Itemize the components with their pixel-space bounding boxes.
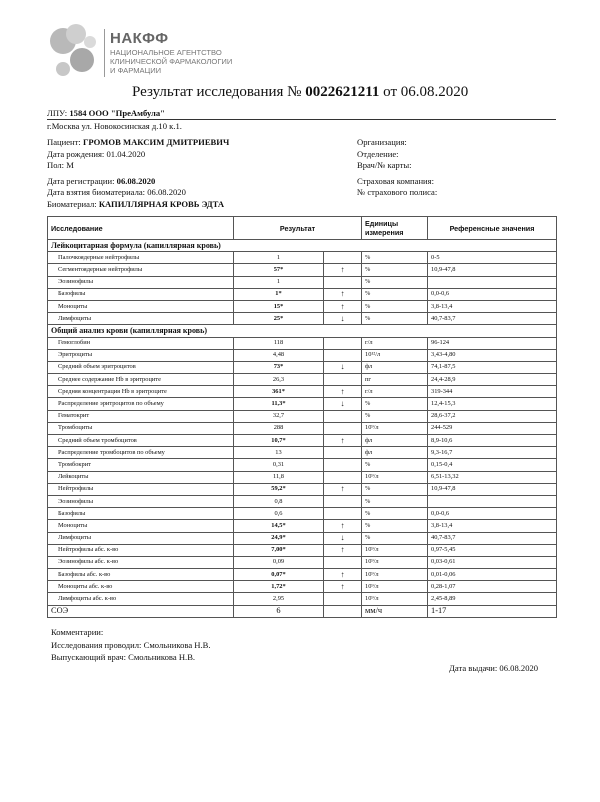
header-units: Единицы измерения xyxy=(362,217,428,240)
test-result: 0,07* xyxy=(234,569,324,581)
logo-divider xyxy=(104,29,105,77)
patient-name: ГРОМОВ МАКСИМ ДМИТРИЕВИЧ xyxy=(82,137,230,147)
dob-line xyxy=(47,149,145,159)
test-result: 4,48 xyxy=(234,349,324,361)
flag-cell xyxy=(324,337,362,349)
test-name: Моноциты xyxy=(48,300,234,312)
test-unit: фл xyxy=(362,361,428,373)
table-row xyxy=(48,471,557,483)
flag-cell xyxy=(324,593,362,605)
test-unit: % xyxy=(362,508,428,520)
test-name: Лимфоциты абс. к-во xyxy=(48,593,234,605)
test-name: Распределение тромбоцитов по объему xyxy=(48,447,234,459)
test-result: 0,6 xyxy=(234,508,324,520)
test-result: 13 xyxy=(234,447,324,459)
test-name: Эритроциты xyxy=(48,349,234,361)
test-unit: 10⁹/л xyxy=(362,422,428,434)
test-result: 32,7 xyxy=(234,410,324,422)
test-unit: % xyxy=(362,288,428,300)
sex-value: М xyxy=(66,160,74,170)
table-row xyxy=(48,435,557,447)
test-name: Средняя концентрация Hb в эритроците xyxy=(48,386,234,398)
table-row xyxy=(48,447,557,459)
lpu-address: г.Москва ул. Новокосинская д.10 к.1. xyxy=(47,121,182,131)
test-unit: 10⁹/л xyxy=(362,556,428,568)
document-title xyxy=(132,84,468,101)
arrow-down-icon: ↓ xyxy=(324,532,362,544)
logo-line-2: КЛИНИЧЕСКОЙ ФАРМАКОЛОГИИ xyxy=(110,57,233,66)
test-reference: 0,28-1,07 xyxy=(428,581,557,593)
table-row xyxy=(48,386,557,398)
test-reference: 0,0-0,6 xyxy=(428,288,557,300)
test-reference xyxy=(428,276,557,288)
test-unit: % xyxy=(362,398,428,410)
test-name: Гематокрит xyxy=(48,410,234,422)
test-unit: % xyxy=(362,459,428,471)
arrow-up-icon: ↑ xyxy=(324,520,362,532)
flag-cell xyxy=(324,556,362,568)
test-reference: 24,4-28,9 xyxy=(428,374,557,386)
test-unit: пг xyxy=(362,374,428,386)
results-body xyxy=(48,240,557,618)
table-row xyxy=(48,313,557,325)
arrow-down-icon: ↓ xyxy=(324,313,362,325)
test-unit: % xyxy=(362,300,428,312)
logo-mark-circle-5 xyxy=(84,36,96,48)
arrow-up-icon: ↑ xyxy=(324,264,362,276)
doctor-card-label: Врач/№ карты: xyxy=(357,160,412,170)
section-row xyxy=(48,325,557,337)
test-reference: 40,7-83,7 xyxy=(428,532,557,544)
test-reference: 10,9-47,8 xyxy=(428,483,557,495)
test-name: Лейкоциты xyxy=(48,471,234,483)
test-result: 0,09 xyxy=(234,556,324,568)
test-result: 1,72* xyxy=(234,581,324,593)
arrow-up-icon: ↑ xyxy=(324,544,362,556)
table-row xyxy=(48,483,557,495)
flag-cell xyxy=(324,605,362,617)
flag-cell xyxy=(324,447,362,459)
test-unit: 10¹²/л xyxy=(362,349,428,361)
test-name: Эозинофилы xyxy=(48,276,234,288)
test-reference: 2,45-8,89 xyxy=(428,593,557,605)
arrow-down-icon: ↓ xyxy=(324,398,362,410)
test-result: 24,9* xyxy=(234,532,324,544)
organization-label: Организация: xyxy=(357,137,407,147)
biomaterial-value: КАПИЛЛЯРНАЯ КРОВЬ ЭДТА xyxy=(98,199,225,209)
test-name: Гемоглобин xyxy=(48,337,234,349)
test-reference: 3,8-13,4 xyxy=(428,300,557,312)
dob-value: 01.04.2020 xyxy=(106,149,146,159)
test-reference: 1-17 xyxy=(428,605,557,617)
test-result: 1* xyxy=(234,288,324,300)
reg-date-line xyxy=(47,176,155,186)
test-name: Базофилы xyxy=(48,508,234,520)
test-name: Базофилы xyxy=(48,288,234,300)
test-result: 1 xyxy=(234,276,324,288)
test-reference: 0,0-0,6 xyxy=(428,508,557,520)
test-name: Моноциты xyxy=(48,520,234,532)
test-unit: фл xyxy=(362,447,428,459)
test-name: Нейтрофилы абс. к-во xyxy=(48,544,234,556)
flag-cell xyxy=(324,471,362,483)
test-result: 57* xyxy=(234,264,324,276)
arrow-up-icon: ↑ xyxy=(324,386,362,398)
flag-cell xyxy=(324,422,362,434)
test-unit: г/л xyxy=(362,337,428,349)
test-reference: 0,97-5,45 xyxy=(428,544,557,556)
table-row xyxy=(48,410,557,422)
insurance-label: Страховая компания: xyxy=(357,176,434,186)
test-reference: 0-5 xyxy=(428,252,557,264)
sample-date-value: 06.08.2020 xyxy=(147,187,186,197)
section-row xyxy=(48,240,557,252)
test-unit: 10⁹/л xyxy=(362,593,428,605)
test-name: Тромбокрит xyxy=(48,459,234,471)
table-row xyxy=(48,532,557,544)
reg-date-label: Дата регистрации: xyxy=(47,176,115,186)
arrow-up-icon: ↑ xyxy=(324,581,362,593)
test-reference: 8,9-10,6 xyxy=(428,435,557,447)
table-row xyxy=(48,288,557,300)
flag-cell xyxy=(324,495,362,507)
table-row xyxy=(48,337,557,349)
test-unit: % xyxy=(362,410,428,422)
table-row xyxy=(48,374,557,386)
test-result: 361* xyxy=(234,386,324,398)
test-result: 118 xyxy=(234,337,324,349)
test-unit: % xyxy=(362,520,428,532)
result-number: 0022621211 xyxy=(305,84,380,100)
test-unit: % xyxy=(362,313,428,325)
header-test: Исследование xyxy=(48,217,234,240)
table-row xyxy=(48,300,557,312)
reg-date-value: 06.08.2020 xyxy=(116,176,156,186)
test-name: СОЭ xyxy=(48,605,234,617)
sex-label: Пол: xyxy=(47,160,65,170)
test-name: Палочкоядерные нейтрофилы xyxy=(48,252,234,264)
test-reference: 0,15-0,4 xyxy=(428,459,557,471)
test-unit: % xyxy=(362,483,428,495)
table-row xyxy=(48,556,557,568)
logo-mark-circle-2 xyxy=(66,24,86,44)
test-result: 6 xyxy=(234,605,324,617)
logo-mark-circle-4 xyxy=(56,62,70,76)
flag-cell xyxy=(324,349,362,361)
header-reference: Референсные значения xyxy=(428,217,557,240)
test-result: 11,3* xyxy=(234,398,324,410)
sample-date-line xyxy=(47,187,186,197)
test-unit: 10⁹/л xyxy=(362,471,428,483)
section-title: Общий анализ крови (капиллярная кровь) xyxy=(48,325,557,337)
table-row xyxy=(48,349,557,361)
table-row xyxy=(48,508,557,520)
test-reference: 10,9-47,8 xyxy=(428,264,557,276)
test-result: 26,3 xyxy=(234,374,324,386)
test-name: Лимфоциты xyxy=(48,532,234,544)
test-reference: 244-529 xyxy=(428,422,557,434)
test-reference: 12,4-15,3 xyxy=(428,398,557,410)
test-unit: фл xyxy=(362,435,428,447)
test-result: 15* xyxy=(234,300,324,312)
test-unit: 10⁹/л xyxy=(362,544,428,556)
biomaterial-label: Биоматериал: xyxy=(47,199,97,209)
table-row xyxy=(48,520,557,532)
table-row xyxy=(48,264,557,276)
test-reference: 319-344 xyxy=(428,386,557,398)
flag-cell xyxy=(324,508,362,520)
table-row xyxy=(48,361,557,373)
arrow-up-icon: ↑ xyxy=(324,569,362,581)
test-name: Эозинофилы xyxy=(48,495,234,507)
test-reference: 0,03-0,61 xyxy=(428,556,557,568)
test-name: Базофилы абс. к-во xyxy=(48,569,234,581)
header-result: Результат xyxy=(234,217,362,240)
policy-label: № страхового полиса: xyxy=(357,187,438,197)
biomaterial-line xyxy=(47,199,224,209)
test-result: 10,7* xyxy=(234,435,324,447)
title-suffix: от 06.08.2020 xyxy=(383,84,469,100)
test-result: 73* xyxy=(234,361,324,373)
arrow-up-icon: ↑ xyxy=(324,435,362,447)
test-name: Средний объем эритроцитов xyxy=(48,361,234,373)
issue-date: Дата выдачи: 06.08.2020 xyxy=(449,663,539,673)
test-result: 11,8 xyxy=(234,471,324,483)
lpu-underline xyxy=(47,119,556,120)
test-unit: 10⁹/л xyxy=(362,569,428,581)
title-prefix: Результат исследования № xyxy=(132,84,302,100)
test-name: Тромбоциты xyxy=(48,422,234,434)
test-name: Эозинофилы абс. к-во xyxy=(48,556,234,568)
test-result: 14,5* xyxy=(234,520,324,532)
section-title: Лейкоцитарная формула (капиллярная кровь) xyxy=(48,240,557,252)
results-table xyxy=(47,216,557,618)
test-reference: 40,7-83,7 xyxy=(428,313,557,325)
flag-cell xyxy=(324,374,362,386)
test-reference: 0,01-0,06 xyxy=(428,569,557,581)
issuing-doctor: Выпускающий врач: Смольникова Н.В. xyxy=(51,652,196,662)
flag-cell xyxy=(324,410,362,422)
logo-line-3: И ФАРМАЦИИ xyxy=(110,66,162,75)
test-name: Лимфоциты xyxy=(48,313,234,325)
test-reference: 74,1-87,5 xyxy=(428,361,557,373)
logo-mark-circle-3 xyxy=(70,48,94,72)
table-row xyxy=(48,495,557,507)
lpu-value: 1584 ООО "ПреАмбула" xyxy=(69,108,165,118)
table-row xyxy=(48,581,557,593)
test-result: 2,95 xyxy=(234,593,324,605)
test-reference: 96-124 xyxy=(428,337,557,349)
sample-date-label: Дата взятия биоматериала: xyxy=(47,187,146,197)
test-name: Распределение эритроцитов по объему xyxy=(48,398,234,410)
test-name: Среднее содержание Hb в эритроците xyxy=(48,374,234,386)
test-result: 288 xyxy=(234,422,324,434)
test-reference: 28,6-37,2 xyxy=(428,410,557,422)
test-reference xyxy=(428,495,557,507)
test-unit: 10⁹/л xyxy=(362,581,428,593)
test-name: Моноциты абс. к-во xyxy=(48,581,234,593)
table-row xyxy=(48,569,557,581)
test-unit: % xyxy=(362,264,428,276)
patient-line xyxy=(47,137,229,147)
table-row xyxy=(48,459,557,471)
arrow-down-icon: ↓ xyxy=(324,361,362,373)
arrow-up-icon: ↑ xyxy=(324,300,362,312)
comments-label: Комментарии: xyxy=(51,627,104,637)
table-row-esr xyxy=(48,605,557,617)
test-result: 7,00* xyxy=(234,544,324,556)
flag-cell xyxy=(324,276,362,288)
table-row xyxy=(48,422,557,434)
logo-line-1: НАЦИОНАЛЬНОЕ АГЕНТСТВО xyxy=(110,48,222,57)
table-row xyxy=(48,544,557,556)
test-result: 0,8 xyxy=(234,495,324,507)
table-row xyxy=(48,593,557,605)
test-result: 0,31 xyxy=(234,459,324,471)
table-row xyxy=(48,276,557,288)
test-reference: 3,43-4,80 xyxy=(428,349,557,361)
test-reference: 3,8-13,4 xyxy=(428,520,557,532)
patient-label: Пациент: xyxy=(47,137,81,147)
lpu-label: ЛПУ: xyxy=(47,108,68,118)
test-result: 1 xyxy=(234,252,324,264)
dob-label: Дата рождения: xyxy=(47,149,105,159)
test-unit: % xyxy=(362,276,428,288)
test-name: Сегментоядерные нейтрофилы xyxy=(48,264,234,276)
test-reference: 6,51-13,32 xyxy=(428,471,557,483)
department-label: Отделение: xyxy=(357,149,399,159)
table-row xyxy=(48,398,557,410)
flag-cell xyxy=(324,459,362,471)
arrow-up-icon: ↑ xyxy=(324,483,362,495)
logo-abbr: НАКФФ xyxy=(110,30,169,47)
performed-by: Исследования проводил: Смольникова Н.В. xyxy=(51,640,211,650)
test-unit: мм/ч xyxy=(362,605,428,617)
table-row xyxy=(48,252,557,264)
test-name: Нейтрофилы xyxy=(48,483,234,495)
test-unit: % xyxy=(362,252,428,264)
test-result: 25* xyxy=(234,313,324,325)
test-reference: 9,3-16,7 xyxy=(428,447,557,459)
sex-line xyxy=(47,160,74,170)
table-header xyxy=(48,217,557,240)
flag-cell xyxy=(324,252,362,264)
test-name: Средний объем тромбоцитов xyxy=(48,435,234,447)
test-result: 59,2* xyxy=(234,483,324,495)
arrow-up-icon: ↑ xyxy=(324,288,362,300)
test-unit: % xyxy=(362,532,428,544)
test-unit: г/л xyxy=(362,386,428,398)
test-unit: % xyxy=(362,495,428,507)
lpu-line xyxy=(47,108,165,118)
